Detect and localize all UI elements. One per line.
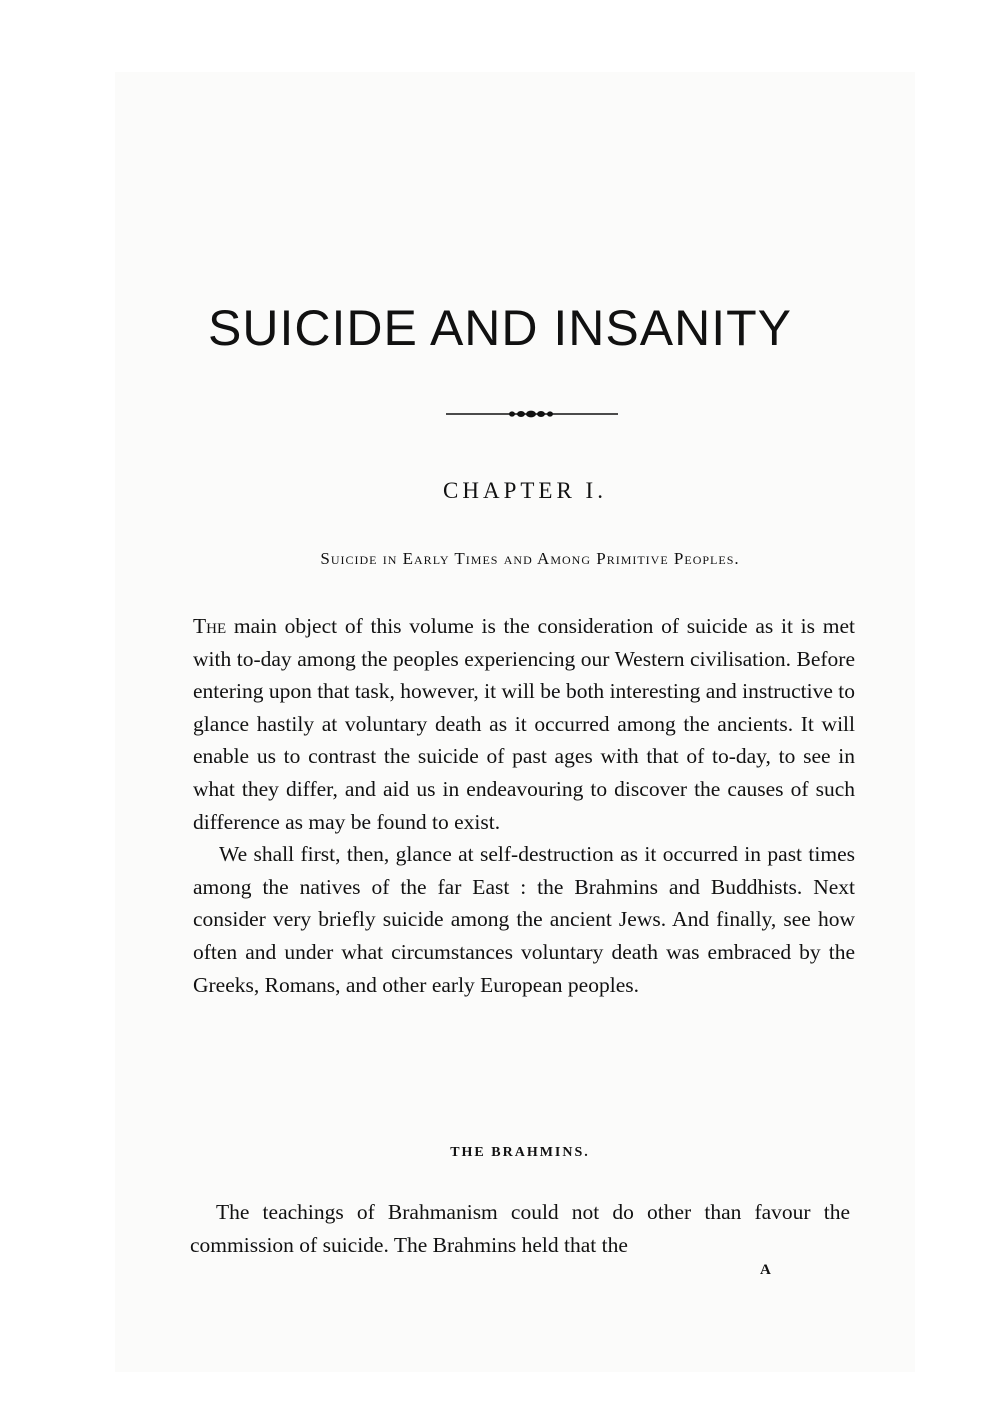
second-paragraph: We shall first, then, glance at self-destruction as it occurred in past times among the natives of the far East : the Brahmins and Buddhists. Next consider very briefly suicide among the ancient Jews. And finally, see how often and under what circumstances voluntary death was embraced by the Greeks, Romans, and other early European peoples. bbox=[193, 842, 855, 997]
chapter-subtitle: Suicide in Early Times and Among Primitive Peoples. bbox=[320, 549, 740, 568]
intro-lead-word: The bbox=[193, 614, 227, 638]
section-paragraph: The teachings of Brahmanism could not do other than favour the commission of suicide. The Brahmins held that the bbox=[190, 1200, 850, 1257]
signature-mark: A bbox=[760, 1262, 771, 1278]
chapter-heading: CHAPTER I. bbox=[443, 478, 607, 503]
section-heading: THE BRAHMINS. bbox=[450, 1145, 590, 1160]
title-ornament bbox=[446, 407, 618, 421]
intro-paragraph bbox=[193, 610, 855, 838]
chapter-body bbox=[193, 610, 855, 1001]
book-title: SUICIDE AND INSANITY bbox=[208, 300, 792, 356]
intro-paragraph-text: main object of this volume is the consideration of suicide as it is met with to-day among the peoples experiencing our Western civilisation. Before entering upon that task, however, it will be both interesting and instructive to glance hastily at voluntary death as it occurred among the ancients. It will enable us to contrast the suicide of past ages with that of to-day, to see in what they differ, and aid us in endeavouring to discover the causes of such difference as may be found to exist. bbox=[193, 614, 855, 834]
